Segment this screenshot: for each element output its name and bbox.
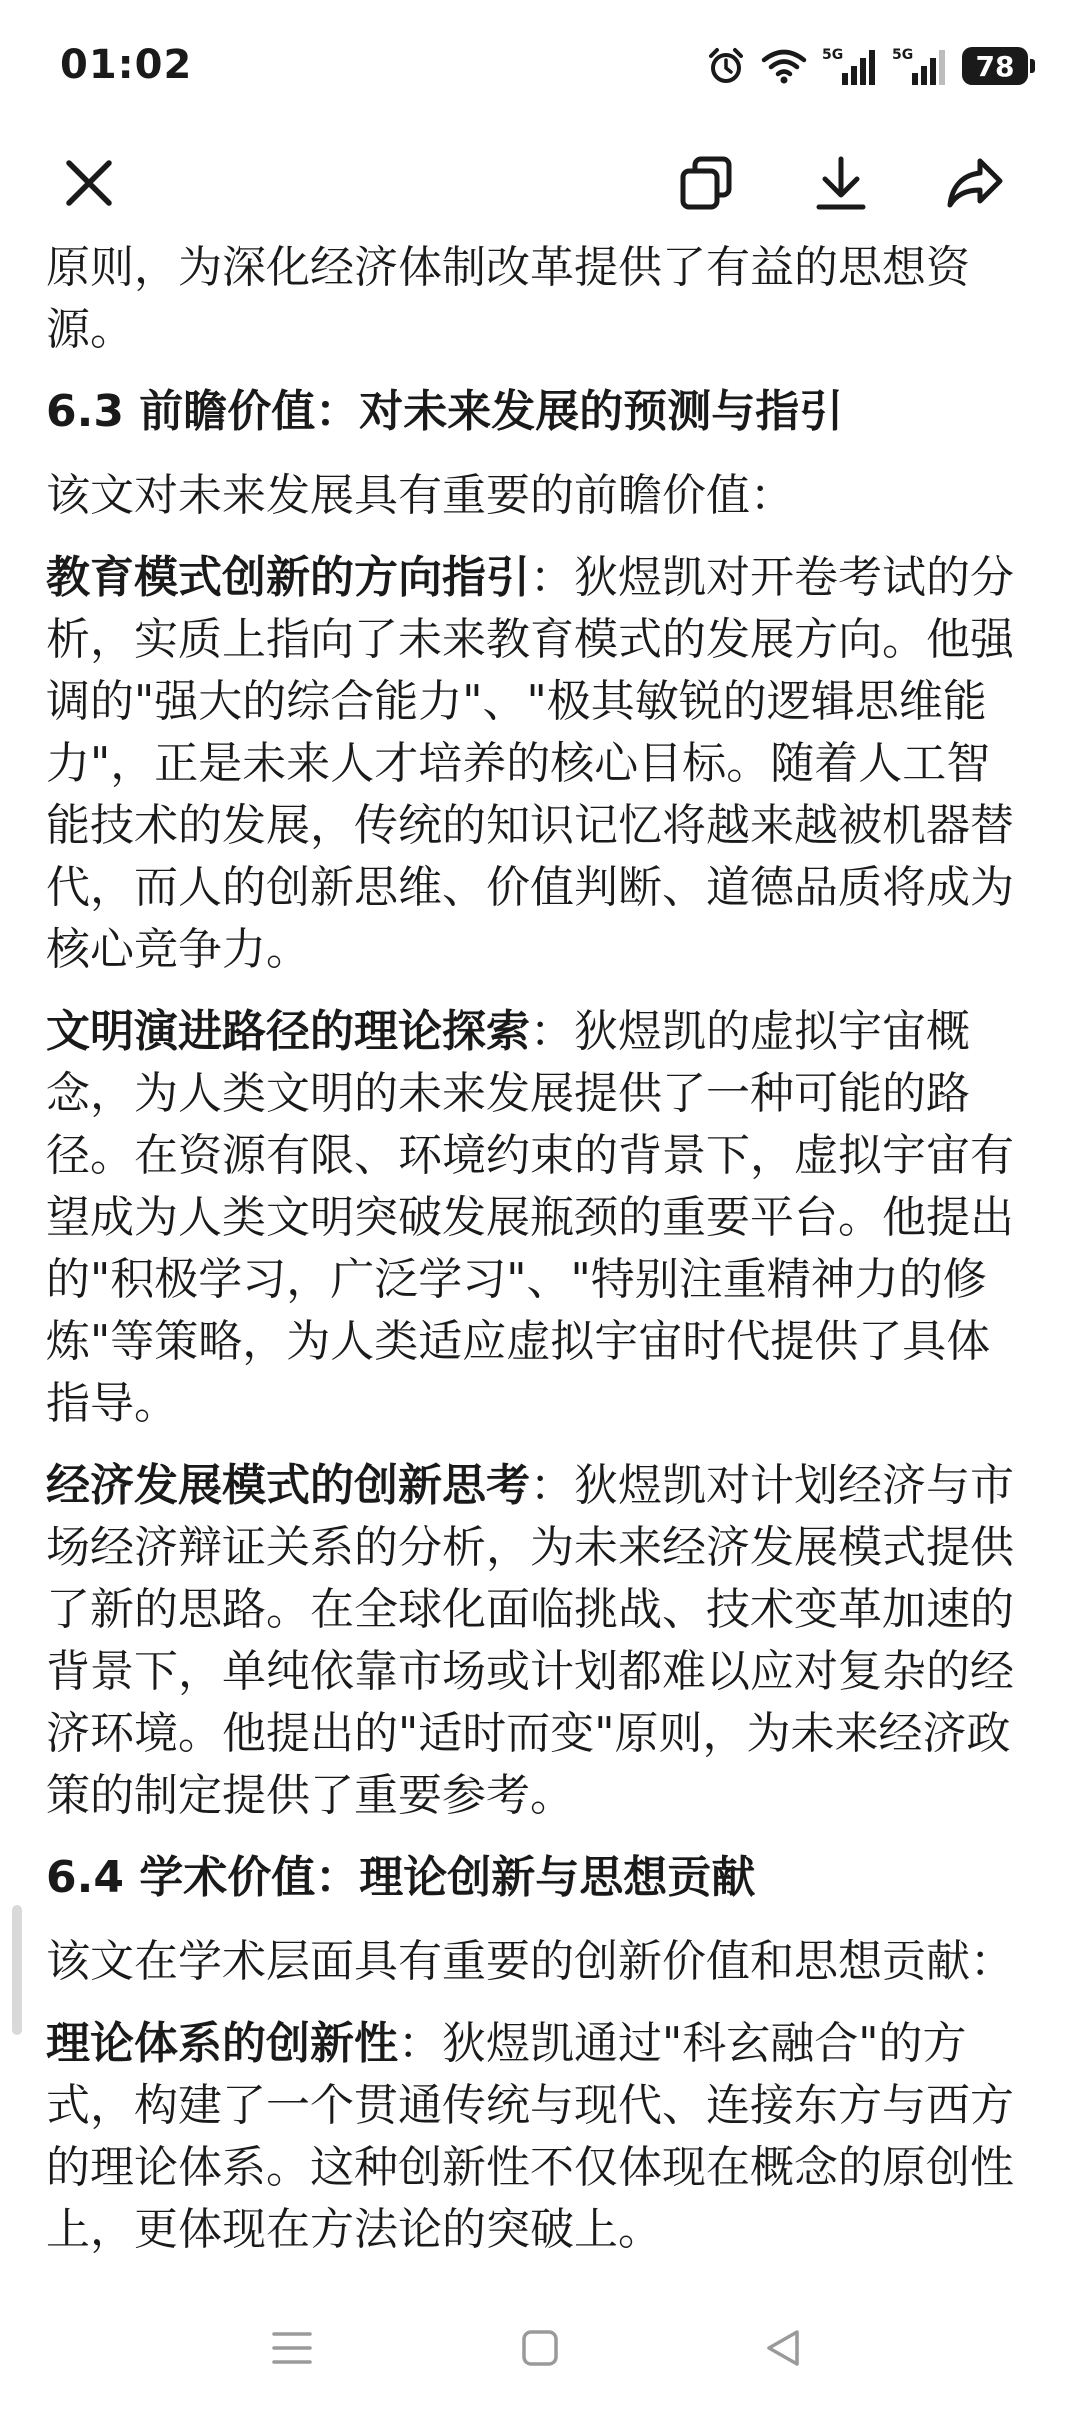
copy-icon [677, 153, 737, 213]
wifi-icon [760, 46, 808, 86]
paragraph-body: ：狄煜凯的虚拟宇宙概念，为人类文明的未来发展提供了一种可能的路径。在资源有限、环境约束的背景下，虚拟宇宙有望成为人类文明突破发展瓶颈的重要平台。他提出的"积极学习，广泛学习"、"特别注重精神力的修炼"等策略，为人类适应虚拟宇宙时代提供了具体指导。 [46, 1006, 1014, 1429]
share-button[interactable] [940, 148, 1010, 218]
scroll-handle[interactable] [12, 1905, 22, 2035]
status-icons [706, 44, 1028, 88]
close-icon [61, 155, 117, 211]
paragraph: 原则，为深化经济体制改革提供了有益的思想资源。 [46, 242, 970, 355]
section-heading-6-4: 6.4 学术价值：理论创新与思想贡献 [46, 1852, 756, 1903]
paragraph: 该文在学术层面具有重要的创新价值和思想贡献： [46, 1936, 1014, 1987]
home-button[interactable] [505, 2318, 575, 2378]
signal-5g-icon [822, 45, 878, 87]
paragraph-title: 教育模式创新的方向指引 [46, 552, 530, 603]
paragraph [46, 1001, 1034, 1435]
home-icon [520, 2328, 560, 2368]
copy-button[interactable] [672, 148, 742, 218]
close-button[interactable] [54, 148, 124, 218]
section-heading-6-3: 6.3 前瞻价值：对未来发展的预测与指引 [46, 386, 844, 437]
signal-5g-icon-2 [892, 45, 948, 87]
paragraph-title: 理论体系的创新性 [46, 2018, 398, 2069]
battery-indicator: 78 [962, 47, 1028, 85]
status-time: 01:02 [60, 42, 193, 88]
paragraph-body: ：狄煜凯对计划经济与市场经济辩证关系的分析，为未来经济发展模式提供了新的思路。在全球化面临挑战、技术变革加速的背景下，单纯依靠市场或计划都难以应对复杂的经济环境。他提出的"适时而变"原则，为未来经济政策的制定提供了重要参考。 [46, 1460, 1014, 1821]
download-button[interactable] [806, 148, 876, 218]
back-icon [763, 2328, 803, 2368]
paragraph-body: ：狄煜凯对开卷考试的分析，实质上指向了未来教育模式的发展方向。他强调的"强大的综合能力"、"极其敏锐的逻辑思维能力"，正是未来人才培养的核心目标。随着人工智能技术的发展，传统的知识记忆将越来越被机器替代，而人的创新思维、价值判断、道德品质将成为核心竞争力。 [46, 552, 1014, 975]
paragraph [46, 1455, 1034, 1827]
article-body [0, 195, 1080, 2261]
top-toolbar [0, 130, 1080, 235]
paragraph [46, 2013, 1034, 2261]
share-icon [944, 153, 1006, 213]
menu-button[interactable] [257, 2318, 327, 2378]
article-content[interactable] [0, 195, 1080, 2285]
download-icon [811, 153, 871, 213]
paragraph-title: 经济发展模式的创新思考 [46, 1460, 530, 1511]
paragraph [46, 547, 1034, 981]
status-bar [0, 0, 1080, 130]
back-button[interactable] [748, 2318, 818, 2378]
paragraph-title: 文明演进路径的理论探索 [46, 1006, 530, 1057]
svg-text:5G: 5G [892, 47, 914, 63]
svg-text:5G: 5G [822, 47, 844, 63]
paragraph: 该文对未来发展具有重要的前瞻价值： [46, 470, 794, 521]
navigation-bar [0, 2292, 1080, 2412]
alarm-icon [706, 46, 746, 86]
menu-icon [270, 2328, 314, 2368]
paragraph-body: ：狄煜凯通过"科玄融合"的方式，构建了一个贯通传统与现代、连接东方与西方的理论体系。这种创新性不仅体现在概念的原创性上，更体现在方法论的突破上。 [46, 2018, 1014, 2255]
